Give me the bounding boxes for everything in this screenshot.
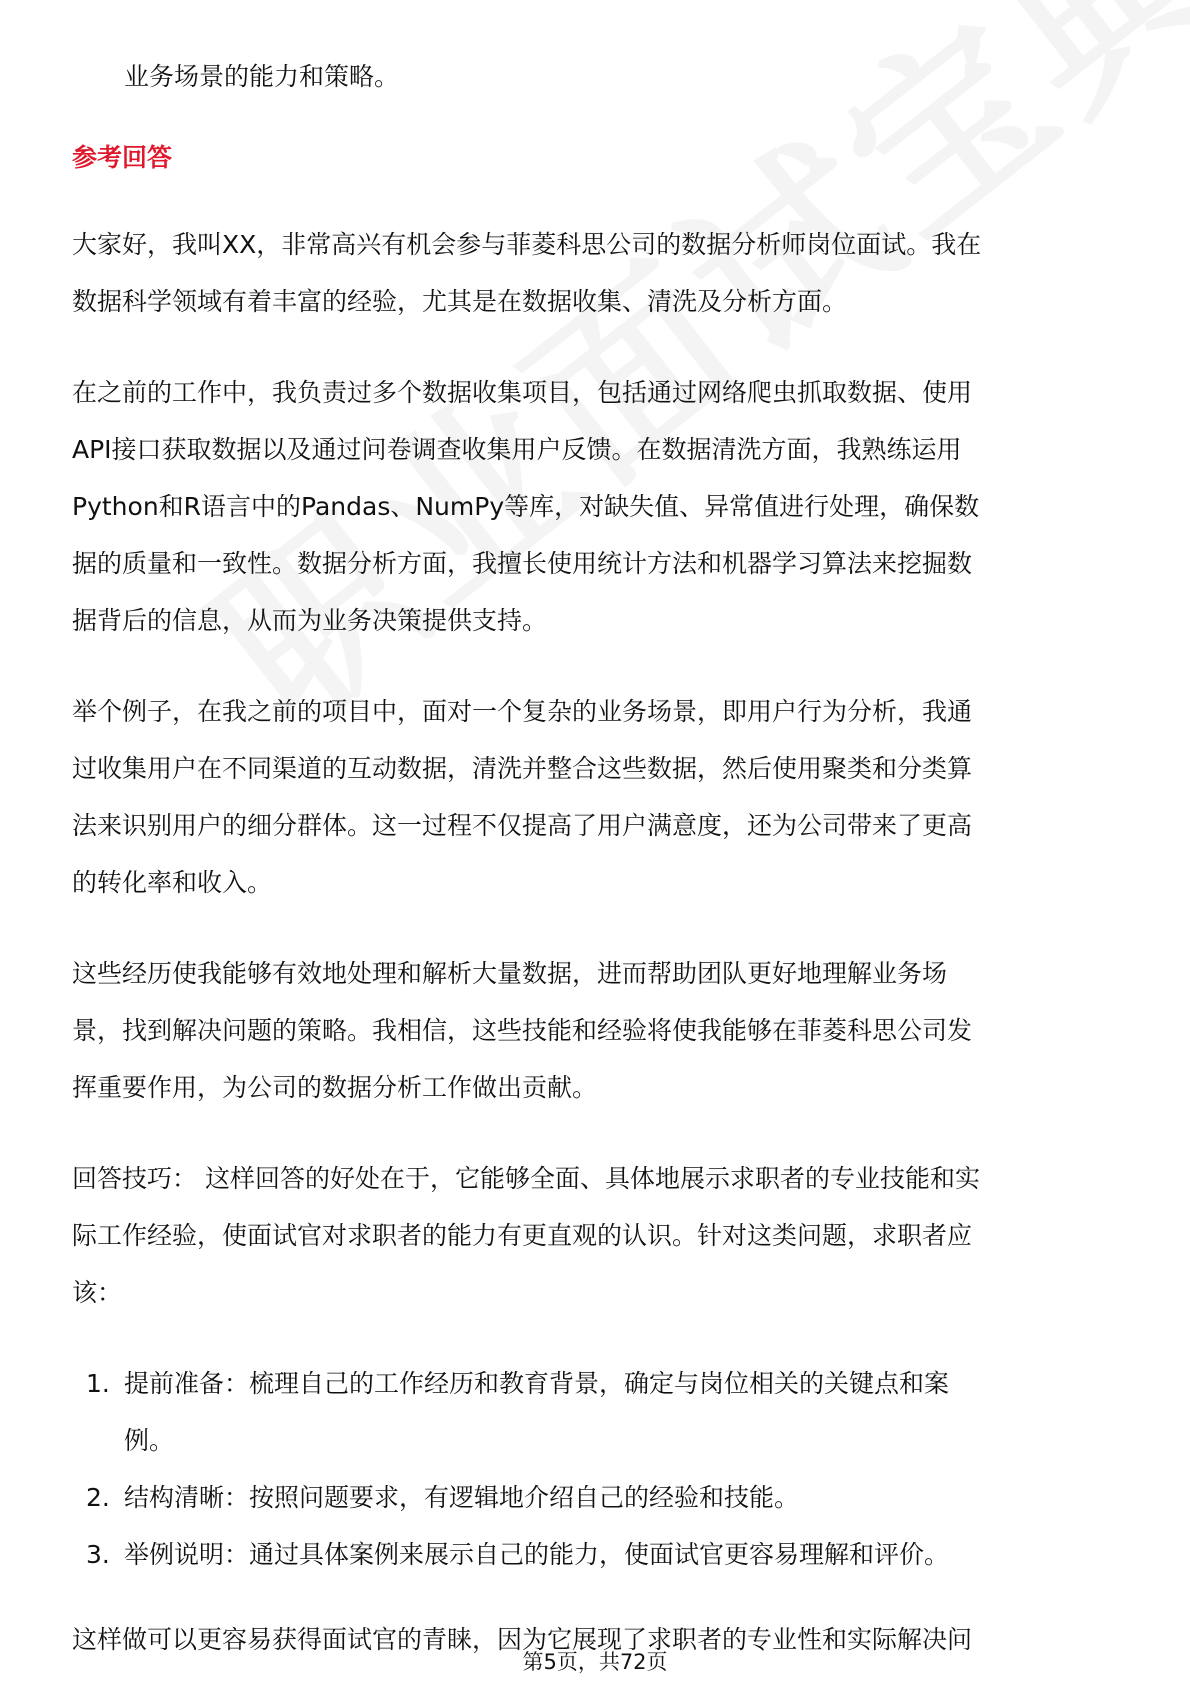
- continuation-line: 业务场景的能力和策略。: [124, 62, 400, 91]
- tips-list: [72, 1355, 1132, 1583]
- text-line: 这些经历使我能够有效地处理和解析大量数据，进而帮助团队更好地理解业务场: [72, 959, 948, 988]
- list-text: [124, 1469, 799, 1526]
- text-line: 大家好，我叫XX，非常高兴有机会参与菲菱科思公司的数据分析师岗位面试。我在: [72, 230, 982, 259]
- text-line: 提前准备：梳理自己的工作经历和教育背景，确定与岗位相关的关键点和案: [124, 1369, 950, 1398]
- text-line: API接口获取数据以及通过问卷调查收集用户反馈。在数据清洗方面，我熟练运用: [72, 435, 962, 464]
- text-line: 在之前的工作中，我负责过多个数据收集项目，包括通过网络爬虫抓取数据、使用: [72, 378, 973, 407]
- paragraph-intro: [72, 216, 1132, 330]
- text-line: 结构清晰：按照问题要求，有逻辑地介绍自己的经验和技能。: [124, 1483, 800, 1512]
- paragraph-experience: [72, 364, 1132, 649]
- text-line: 际工作经验，使面试官对求职者的能力有更直观的认识。针对这类问题，求职者应: [72, 1221, 973, 1250]
- trailing-line: 这样做可以更容易获得面试官的青睐，因为它展现了求职者的专业性和实际解决问: [72, 1625, 973, 1654]
- list-item: [72, 1355, 1132, 1469]
- text-line: 举个例子，在我之前的项目中，面对一个复杂的业务场景，即用户行为分析，我通: [72, 697, 973, 726]
- text-line: 挥重要作用，为公司的数据分析工作做出贡献。: [72, 1073, 598, 1102]
- list-text: [124, 1355, 949, 1469]
- text-line: 据背后的信息，从而为业务决策提供支持。: [72, 606, 548, 635]
- paragraph-summary: [72, 945, 1132, 1116]
- text-line: 过收集用户在不同渠道的互动数据，清洗并整合这些数据，然后使用聚类和分类算: [72, 754, 973, 783]
- text-line: 举例说明：通过具体案例来展示自己的能力，使面试官更容易理解和评价。: [124, 1540, 950, 1569]
- text-line: 例。: [124, 1426, 175, 1455]
- paragraph-tips: [72, 1150, 1132, 1321]
- text-line: 该：: [72, 1278, 123, 1307]
- text-line: 景，找到解决问题的策略。我相信，这些技能和经验将使我能够在菲菱科思公司发: [72, 1016, 973, 1045]
- text-line: 法来识别用户的细分群体。这一过程不仅提高了用户满意度，还为公司带来了更高: [72, 811, 973, 840]
- text-line: Python和R语言中的Pandas、NumPy等库，对缺失值、异常值进行处理，确保数: [72, 492, 980, 521]
- page-footer: 第5页，共72页: [522, 1650, 668, 1674]
- text-line: 回答技巧： 这样回答的好处在于，它能够全面、具体地展示求职者的专业技能和实: [72, 1164, 980, 1193]
- list-number: 2.: [86, 1483, 110, 1512]
- text-line: 数据科学领域有着丰富的经验，尤其是在数据收集、清洗及分析方面。: [72, 287, 848, 316]
- list-item: [72, 1469, 1132, 1526]
- section-heading: 参考回答: [72, 143, 173, 172]
- list-number: 3.: [86, 1540, 110, 1569]
- document-body: [72, 48, 1132, 1668]
- paragraph-example: [72, 683, 1132, 911]
- text-line: 的转化率和收入。: [72, 868, 273, 897]
- list-text: [124, 1526, 949, 1583]
- list-item: [72, 1526, 1132, 1583]
- text-line: 据的质量和一致性。数据分析方面，我擅长使用统计方法和机器学习算法来挖掘数: [72, 549, 973, 578]
- list-number: 1.: [86, 1369, 110, 1398]
